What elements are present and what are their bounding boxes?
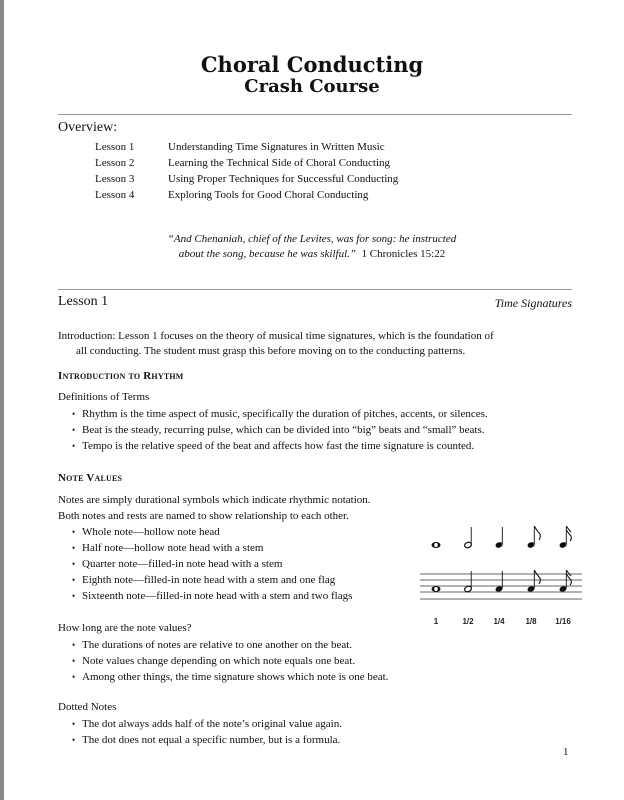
note-label: 1/16 xyxy=(555,617,571,626)
sixteenth-note-icon xyxy=(559,526,572,549)
lesson-title: Understanding Time Signatures in Written Music xyxy=(168,141,385,153)
list-item: • Tempo is the relative speed of the beat and affects how fast the time signature is counted. xyxy=(72,438,488,454)
list-item: • Sixteenth note—filled-in note head with a stem and two flags xyxy=(72,588,352,604)
list-item: • Quarter note—filled-in note head with a stem xyxy=(72,556,352,572)
list-item: • Eighth note—filled-in note head with a stem and one flag xyxy=(72,572,352,588)
lesson-introduction xyxy=(58,329,574,359)
note-values-figure xyxy=(418,515,582,630)
definitions-list xyxy=(72,406,488,454)
intro-line-1: Introduction: Lesson 1 focuses on the theory of musical time signatures, which is the foundation of xyxy=(58,330,494,342)
divider xyxy=(58,289,572,290)
overview-item xyxy=(95,189,368,201)
divider xyxy=(58,114,572,115)
quote-reference: 1 Chronicles 15:22 xyxy=(361,248,446,260)
whole-note-icon xyxy=(432,586,441,592)
note-types-list xyxy=(72,524,352,604)
list-item: • Among other things, the time signature shows which note is one beat. xyxy=(72,669,388,685)
overview-item xyxy=(95,141,385,153)
lesson-number: Lesson 2 xyxy=(95,157,135,169)
document-subtitle: Crash Course xyxy=(244,76,380,97)
note-label: 1/4 xyxy=(493,617,505,626)
document-title: Choral Conducting xyxy=(200,52,424,77)
lesson-title: Learning the Technical Side of Choral Conducting xyxy=(168,157,391,169)
page-number: 1 xyxy=(563,746,569,758)
list-item: • Beat is the steady, recurring pulse, which can be divided into “big” beats and “small” beats. xyxy=(72,422,488,438)
overview-label: Overview: xyxy=(58,120,118,135)
quote-line-2: about the song, because he was skilful.” xyxy=(178,248,356,260)
list-item: • Whole note—hollow note head xyxy=(72,524,352,540)
lesson-heading: Lesson 1 xyxy=(58,294,109,309)
half-note-icon xyxy=(464,527,472,549)
subheading-dotted-notes: Dotted Notes xyxy=(58,701,117,713)
note-values-intro-1: Notes are simply durational symbols which indicate rhythmic notation. xyxy=(58,494,371,506)
note-label: 1/2 xyxy=(462,617,474,626)
list-item: • The durations of notes are relative to one another on the beat. xyxy=(72,637,388,653)
scripture-quote xyxy=(0,232,624,262)
whole-note-icon xyxy=(432,542,441,548)
lesson-number: Lesson 3 xyxy=(95,173,135,185)
lesson-number: Lesson 4 xyxy=(95,189,135,201)
subheading-definitions: Definitions of Terms xyxy=(58,391,150,403)
list-item: • Note values change depending on which note equals one beat. xyxy=(72,653,388,669)
intro-line-2: all conducting. The student must grasp this before moving on to the conducting patterns. xyxy=(76,345,466,357)
lesson-number: Lesson 1 xyxy=(95,141,135,153)
subheading-how-long: How long are the note values? xyxy=(58,622,192,634)
note-label: 1 xyxy=(433,617,439,626)
section-heading-rhythm: Introduction to Rhythm xyxy=(58,370,184,382)
section-heading-note-values: Note Values xyxy=(58,472,123,484)
overview-item xyxy=(95,173,398,185)
dotted-notes-list xyxy=(72,716,342,748)
list-item: • Half note—hollow note head with a stem xyxy=(72,540,352,556)
lesson-title: Exploring Tools for Good Choral Conducting xyxy=(168,189,369,201)
note-values-intro-2: Both notes and rests are named to show relationship to each other. xyxy=(58,510,349,522)
list-item: • The dot always adds half of the note’s original value again. xyxy=(72,716,342,732)
quarter-note-icon xyxy=(495,527,504,549)
list-item: • Rhythm is the time aspect of music, specifically the duration of pitches, accents, or silences. xyxy=(72,406,488,422)
lesson-topic: Time Signatures xyxy=(494,296,572,310)
lesson-title: Using Proper Techniques for Successful Conducting xyxy=(168,173,399,185)
eighth-note-icon xyxy=(527,526,541,549)
how-long-list xyxy=(72,637,388,685)
overview-item xyxy=(95,157,390,169)
note-label: 1/8 xyxy=(525,617,537,626)
list-item: • The dot does not equal a specific number, but is a formula. xyxy=(72,732,342,748)
quote-line-1: “And Chenaniah, chief of the Levites, was for song: he instructed xyxy=(167,233,457,245)
